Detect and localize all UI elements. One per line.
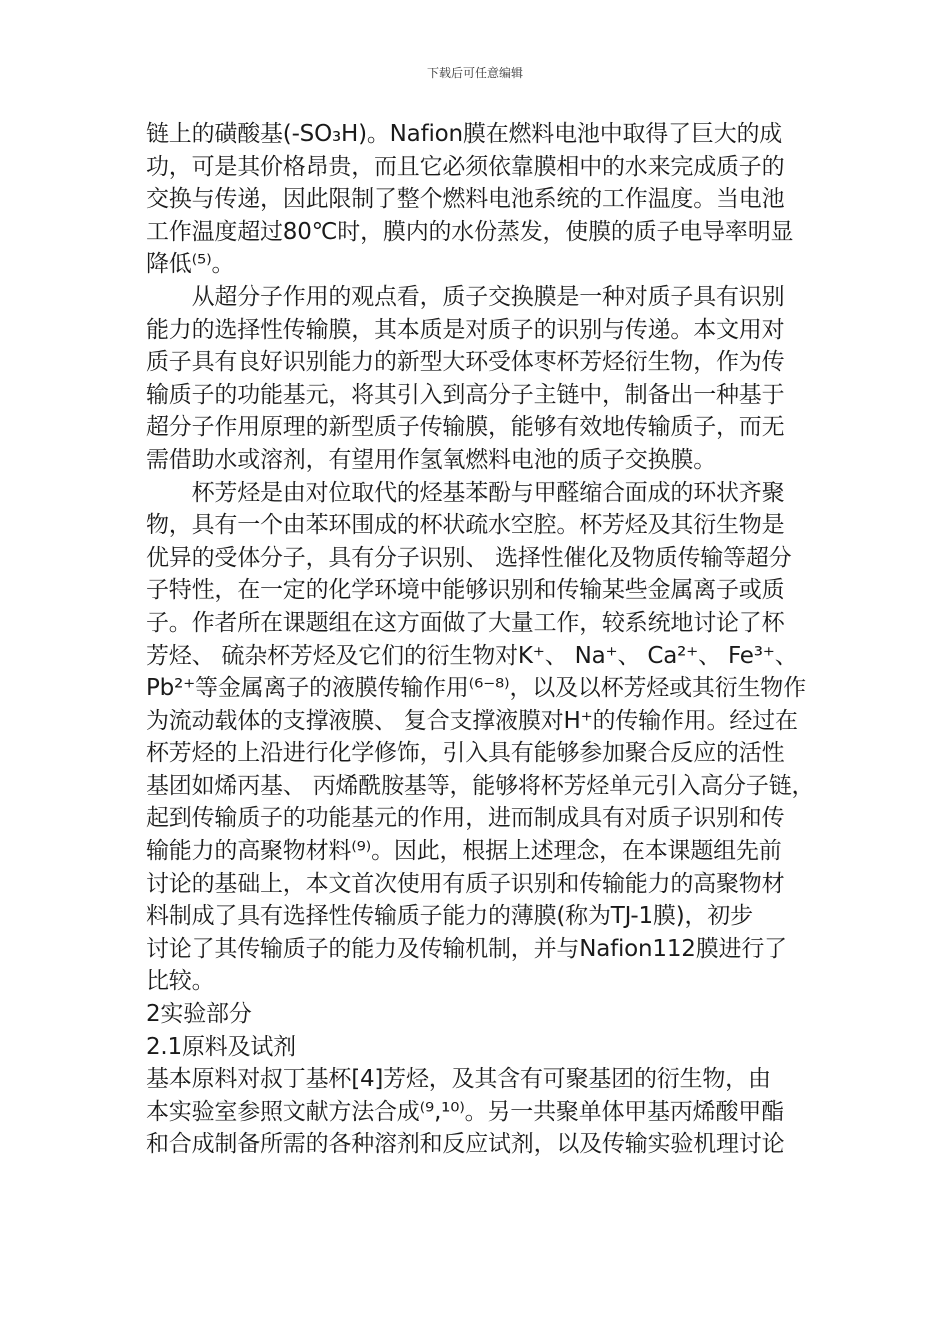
body-line: 起到传输质子的功能基元的作用，进而制成具有对质子识别和传 (146, 805, 785, 832)
body-line: 为流动载体的支撑液膜、 复合支撑液膜对H⁺的传输作用。经过在 (146, 707, 798, 734)
body-line: 从超分子作用的观点看，质子交换膜是一种对质子具有识别 (146, 283, 785, 310)
body-line: 本实验室参照文献方法合成⁽⁹,¹⁰⁾。另一共聚单体甲基丙烯酸甲酯 (146, 1098, 784, 1125)
section-heading: 2实验部分 (146, 1001, 252, 1028)
body-line: 链上的磺酸基(-SO₃H)。Nafion膜在燃料电池中取得了巨大的成 (146, 121, 783, 147)
page-header: 下载后可任意编辑 (426, 66, 523, 80)
body-line: 杯芳烃是由对位取代的烃基苯酚与甲醛缩合面成的环状齐聚 (146, 479, 785, 506)
body-line: 降低⁽⁵⁾。 (146, 251, 235, 278)
body-line: 讨论的基础上，本文首次使用有质子识别和传输能力的高聚物材 (146, 870, 785, 897)
body-line: 需借助水或溶剂，有望用作氢氧燃料电池的质子交换膜。 (146, 446, 717, 473)
body-line: 基团如烯丙基、 丙烯酰胺基等，能够将杯芳烃单元引入高分子链， (146, 772, 815, 799)
body-line: 输能力的高聚物材料⁽⁹⁾。因此，根据上述理念，在本课题组先前 (146, 838, 782, 865)
body-line: 物，具有一个由苯环围成的杯状疏水空腔。杯芳烃及其衍生物是 (146, 512, 785, 539)
body-line: 能力的选择性传输膜，其本质是对质子的识别与传递。本文用对 (146, 316, 785, 343)
body-line: 芳烃、 硫杂杯芳烃及它们的衍生物对K⁺、 Na⁺、 Ca²⁺、 Fe³⁺、 (146, 642, 798, 669)
body-line: 超分子作用原理的新型质子传输膜，能够有效地传输质子，而无 (146, 414, 785, 441)
body-line: Pb²⁺等金属离子的液膜传输作用⁽⁶⁻⁸⁾，以及以杯芳烃或其衍生物作 (146, 675, 806, 702)
body-line: 输质子的功能基元，将其引入到高分子主链中，制备出一种基于 (146, 381, 785, 408)
body-line: 工作温度超过80℃时，膜内的水份蒸发，使膜的质子电导率明显 (146, 218, 794, 245)
subsection-heading: 2.1原料及试剂 (146, 1033, 296, 1060)
body-line: 子特性，在一定的化学环境中能够识别和传输某些金属离子或质 (146, 577, 785, 604)
body-line: 功，可是其价格昂贵，而且它必须依靠膜相中的水来完成质子的 (146, 153, 785, 180)
body-line: 基本原料对叔丁基杯[4]芳烃，及其含有可聚基团的衍生物，由 (146, 1066, 771, 1093)
body-line: 杯芳烃的上沿进行化学修饰，引入具有能够参加聚合反应的活性 (146, 740, 785, 767)
body-line: 比较。 (146, 968, 215, 995)
body-line: 子。作者所在课题组在这方面做了大量工作，较系统地讨论了杯 (146, 609, 785, 636)
body-line: 料制成了具有选择性传输质子能力的薄膜(称为TJ-1膜)，初步 (146, 903, 753, 930)
body-line: 质子具有良好识别能力的新型大环受体枣杯芳烃衍生物，作为传 (146, 349, 785, 376)
body-line: 讨论了其传输质子的能力及传输机制，并与Nafion112膜进行了 (146, 935, 787, 962)
body-line: 交换与传递，因此限制了整个燃料电池系统的工作温度。当电池 (146, 186, 785, 213)
body-line: 优异的受体分子，具有分子识别、 选择性催化及物质传输等超分 (146, 544, 792, 571)
document-body (146, 118, 818, 1161)
body-line: 和合成制备所需的各种溶剂和反应试剂，以及传输实验机理讨论 (146, 1131, 785, 1158)
